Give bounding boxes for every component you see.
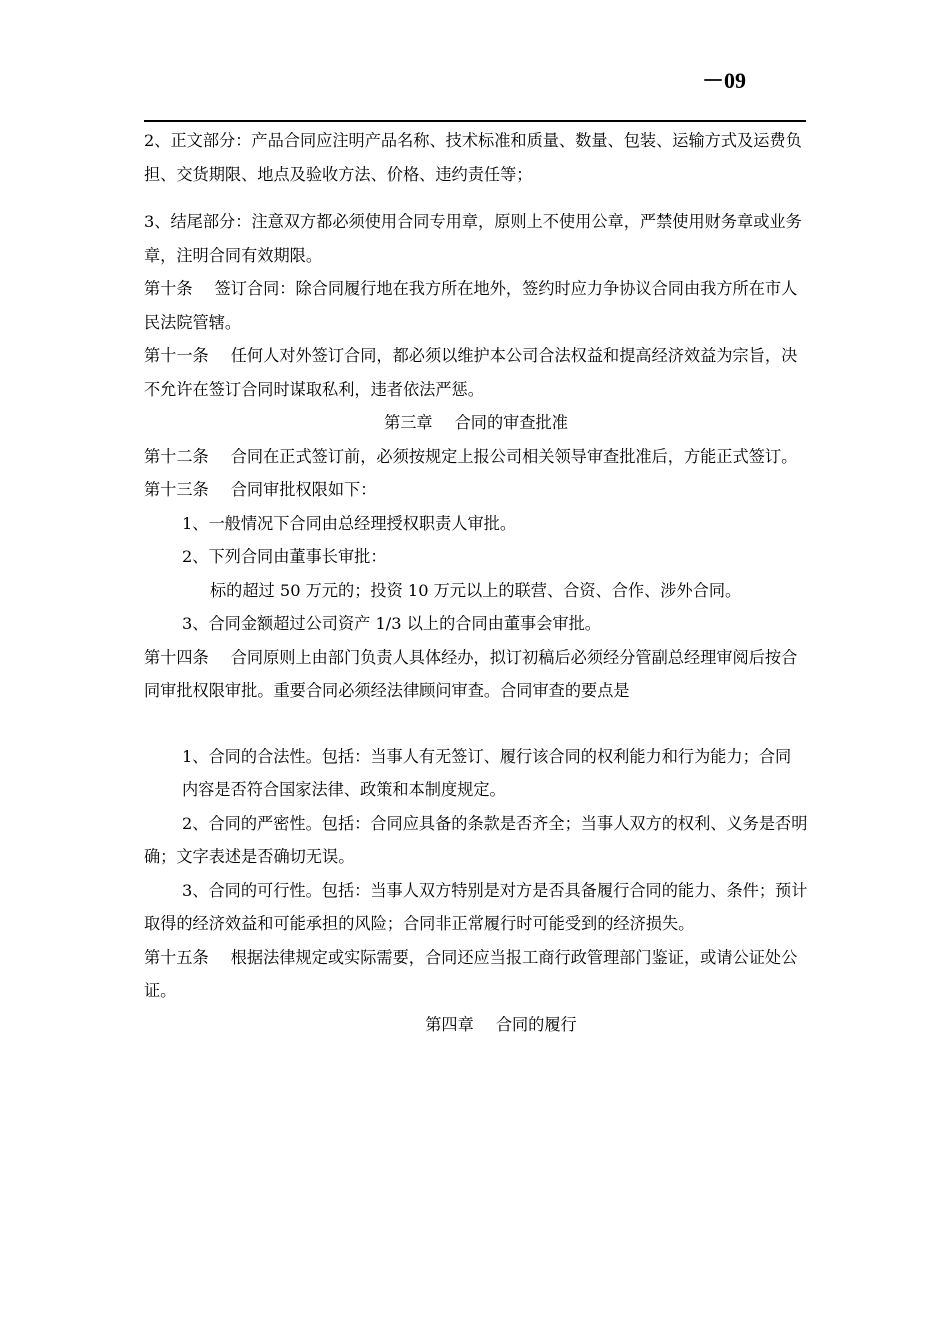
- chapter-4-heading: [144, 1008, 808, 1042]
- article-14-text: 合同原则上由部门负责人具体经办，拟订初稿后必须经分管副总经理审阅后按合同审批权限审批。重要合同必须经法律顾问审查。合同审查的要点是: [144, 647, 798, 700]
- header-rule: [144, 120, 806, 122]
- article-15: [144, 941, 808, 1008]
- article-12-text: 合同在正式签订前，必须按规定上报公司相关领导审查批准后，方能正式签订。: [230, 446, 798, 466]
- spacer: [144, 191, 808, 205]
- article-13-item-1: 1、一般情况下合同由总经理授权职责人审批。: [182, 513, 517, 533]
- article-11: [144, 339, 808, 406]
- article-14-label: 第十四条: [144, 647, 209, 667]
- article-10-text: 签订合同：除合同履行地在我方所在地外，签约时应力争协议合同由我方所在市人民法院管辖。: [144, 279, 798, 332]
- spacer: [144, 708, 808, 740]
- article-12-label: 第十二条: [144, 446, 209, 466]
- article-13-label: 第十三条: [144, 480, 209, 499]
- article-10-label: 第十条: [144, 279, 193, 298]
- chapter-3-heading: [144, 406, 808, 440]
- chapter-4-label: 第四章: [425, 1014, 474, 1034]
- paragraph-body-section: 2、正文部分：产品合同应注明产品名称、技术标准和质量、数量、包装、运输方式及运费负担、交货期限、地点及验收方法、价格、违约责任等；: [144, 131, 802, 184]
- article-15-label: 第十五条: [144, 947, 209, 967]
- article-13-item-3: 3、合同金额超过公司资产 1/3 以上的合同由董事会审批。: [182, 614, 601, 633]
- article-13: [144, 473, 808, 507]
- article-13-item-2: 2、下列合同由董事长审批：: [182, 547, 387, 566]
- article-11-label: 第十一条: [144, 346, 209, 365]
- article-14-item-2: 2、合同的严密性。包括：合同应具备的条款是否齐全；当事人双方的权利、义务是否明确；文字表述是否确切无误。: [144, 813, 808, 866]
- article-11-text: 任何人对外签订合同，都必须以维护本公司合法权益和提高经济效益为宗旨，决不允许在签订合同时谋取私利，违者依法严惩。: [144, 346, 798, 399]
- chapter-3-label: 第三章: [384, 413, 433, 432]
- article-14-item-3: 3、合同的可行性。包括：当事人双方特别是对方是否具备履行合同的能力、条件；预计取得的经济效益和可能承担的风险；合同非正常履行时可能受到的经济损失。: [144, 880, 808, 933]
- paragraph-ending-section: 3、结尾部分：注意双方都必须使用合同专用章，原则上不使用公章，严禁使用财务章或业务章，注明合同有效期限。: [144, 212, 802, 265]
- article-13-text: 合同审批权限如下：: [230, 480, 377, 499]
- article-12: [144, 440, 808, 474]
- chapter-4-title: 合同的履行: [495, 1014, 577, 1034]
- article-13-item-2-detail: 标的超过 50 万元的；投资 10 万元以上的联营、合资、合作、涉外合同。: [210, 580, 742, 600]
- chapter-3-title: 合同的审查批准: [454, 413, 568, 432]
- page-number: －09: [701, 68, 746, 93]
- article-14-item-1: 1、合同的合法性。包括：当事人有无签订、履行该合同的权利能力和行为能力；合同 内容是否符合国家法律、政策和本制度规定。: [182, 746, 792, 799]
- article-15-text: 根据法律规定或实际需要，合同还应当报工商行政管理部门鉴证，或请公证处公证。: [144, 947, 798, 1000]
- document-body: [144, 124, 808, 1041]
- article-14: [144, 641, 808, 708]
- article-10: [144, 272, 808, 339]
